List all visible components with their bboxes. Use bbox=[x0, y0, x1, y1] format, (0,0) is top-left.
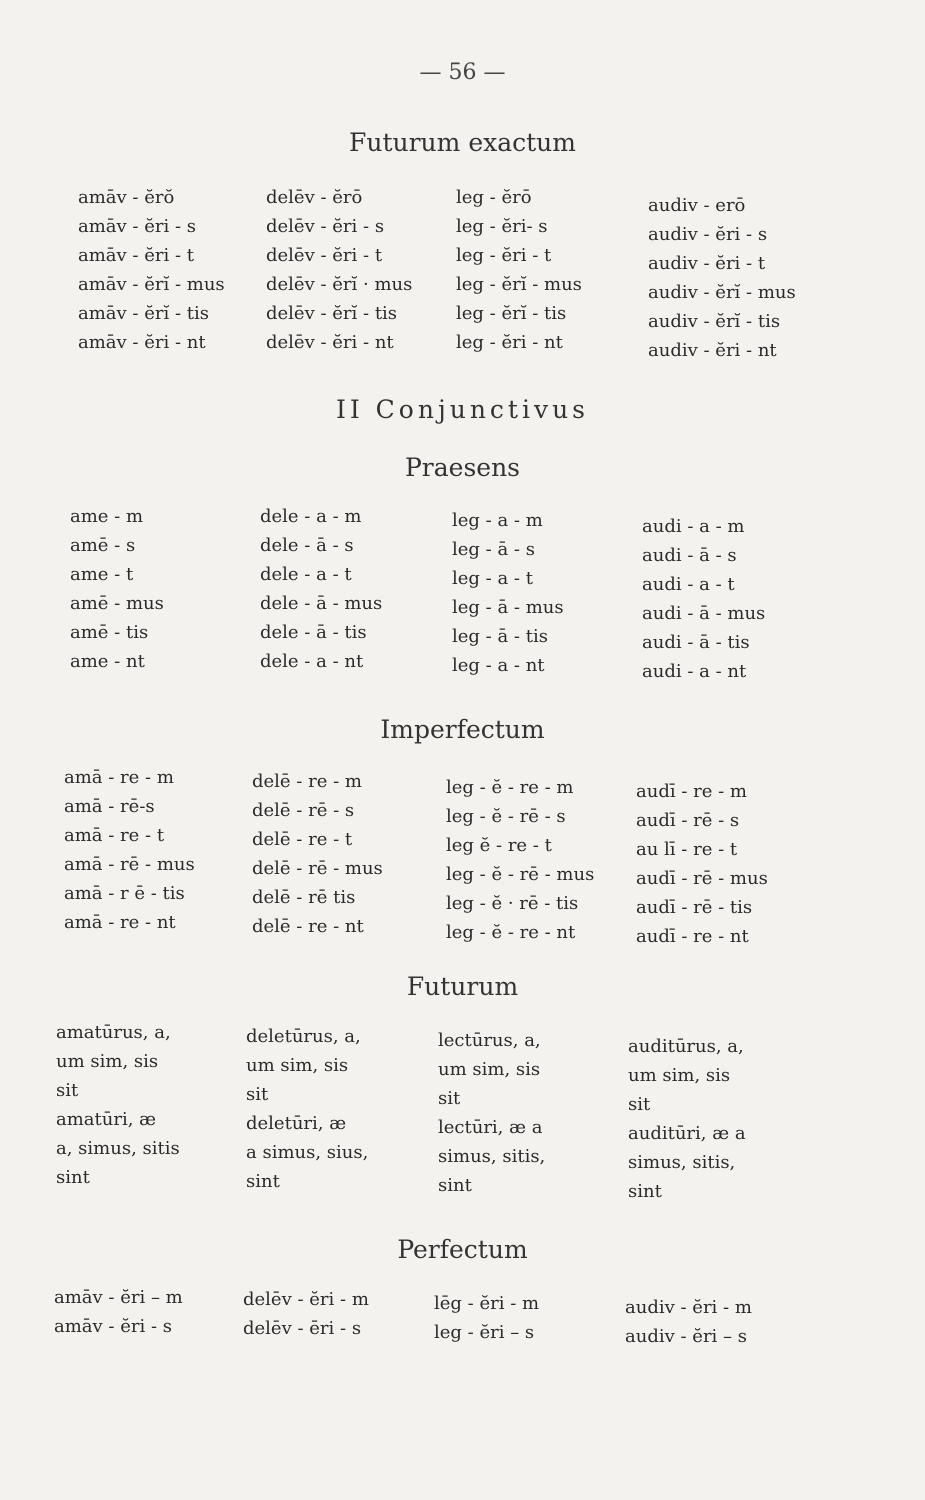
form-cell: amā - re - nt bbox=[64, 912, 176, 933]
form-cell: amā - rē - mus bbox=[64, 854, 195, 875]
form-cell: sit bbox=[628, 1094, 651, 1115]
form-cell: audī - rē - mus bbox=[636, 868, 768, 889]
conjugation-column-1 bbox=[64, 763, 195, 937]
conjugation-column-4 bbox=[642, 512, 765, 686]
form-cell: dele - ā - tis bbox=[260, 622, 367, 643]
form-cell: auditūri, æ a bbox=[628, 1123, 746, 1144]
form-cell: dele - a - nt bbox=[260, 651, 364, 672]
form-cell: sint bbox=[246, 1171, 280, 1192]
form-cell: audiv - ĕrĭ - mus bbox=[648, 282, 796, 303]
form-cell: sint bbox=[56, 1167, 90, 1188]
form-cell: audi - a - m bbox=[642, 516, 745, 537]
form-cell: audī - re - nt bbox=[636, 926, 749, 947]
form-cell: amāv - ĕrĭ - tis bbox=[78, 303, 209, 324]
form-cell: delēv - ĕri - m bbox=[243, 1289, 369, 1310]
form-cell: audiv - ĕri - s bbox=[648, 224, 768, 245]
form-cell: amāv - ĕrŏ bbox=[78, 187, 175, 208]
conjugation-column-1 bbox=[70, 502, 164, 676]
form-cell: amā - r ē - tis bbox=[64, 883, 185, 904]
form-cell: leg - ĕri- s bbox=[456, 216, 548, 237]
form-cell: leg - ĕrō bbox=[456, 187, 532, 208]
form-cell: leg - ĕ - rē - s bbox=[446, 806, 566, 827]
section-title-perfectum: Perfectum bbox=[397, 1235, 528, 1264]
form-cell: amāv - ĕri - t bbox=[78, 245, 194, 266]
form-cell: audi - a - t bbox=[642, 574, 735, 595]
form-cell: leg - ā - s bbox=[452, 539, 535, 560]
form-cell: delēv - ĕrĭ - tis bbox=[266, 303, 398, 324]
form-cell: amatūrus, a, bbox=[56, 1022, 171, 1043]
form-cell: amē - mus bbox=[70, 593, 164, 614]
form-cell: sint bbox=[628, 1181, 662, 1202]
form-cell: amā - re - t bbox=[64, 825, 165, 846]
form-cell: ame - m bbox=[70, 506, 144, 527]
form-cell: leg - ā - tis bbox=[452, 626, 548, 647]
form-cell: deletūri, æ bbox=[246, 1113, 347, 1134]
form-cell: amāv - ĕri - nt bbox=[78, 332, 206, 353]
form-cell: auditūrus, a, bbox=[628, 1036, 744, 1057]
form-cell: um sim, sis bbox=[628, 1065, 731, 1086]
form-cell: audī - re - m bbox=[636, 781, 747, 802]
form-cell: delē - re - m bbox=[252, 771, 362, 792]
form-cell: amāv - ĕrĭ - mus bbox=[78, 274, 225, 295]
form-cell: leg - ĕri - t bbox=[456, 245, 552, 266]
form-cell: delēv - ĕrō bbox=[266, 187, 363, 208]
form-cell: lectūrus, a, bbox=[438, 1030, 541, 1051]
form-cell: delē - rē tis bbox=[252, 887, 356, 908]
section-title-imperfectum: Imperfectum bbox=[380, 715, 545, 744]
form-cell: um sim, sis bbox=[438, 1059, 541, 1080]
form-cell: a, simus, sitis bbox=[56, 1138, 180, 1159]
form-cell: audiv - ĕri - t bbox=[648, 253, 766, 274]
conjugation-column-3 bbox=[446, 773, 594, 947]
form-cell: sit bbox=[56, 1080, 79, 1101]
conjugation-column-4 bbox=[625, 1293, 752, 1351]
form-cell: amā - rē-s bbox=[64, 796, 155, 817]
form-cell: amāv - ĕri – m bbox=[54, 1287, 183, 1308]
form-cell: sit bbox=[438, 1088, 461, 1109]
form-cell: dele - ā - mus bbox=[260, 593, 383, 614]
form-cell: leg - ĕrĭ - mus bbox=[456, 274, 582, 295]
form-cell: audi - ā - mus bbox=[642, 603, 766, 624]
conjugation-column-4 bbox=[636, 777, 768, 951]
form-cell: um sim, sis bbox=[246, 1055, 349, 1076]
form-cell: audi - ā - s bbox=[642, 545, 737, 566]
form-cell: deletūrus, a, bbox=[246, 1026, 361, 1047]
form-cell: simus, sitis, bbox=[438, 1146, 546, 1167]
form-cell: lēg - ĕri - m bbox=[434, 1293, 540, 1314]
form-cell: audī - rē - s bbox=[636, 810, 740, 831]
form-cell: amē - s bbox=[70, 535, 136, 556]
conjugation-column-1 bbox=[78, 183, 225, 357]
form-cell: delēv - ĕri - s bbox=[266, 216, 385, 237]
form-cell: leg - a - m bbox=[452, 510, 543, 531]
form-cell: audiv - ĕri - nt bbox=[648, 340, 777, 361]
form-cell: audiv - ĕrĭ - tis bbox=[648, 311, 781, 332]
conjugation-column-2 bbox=[266, 183, 412, 357]
form-cell: sit bbox=[246, 1084, 269, 1105]
form-cell: amatūri, æ bbox=[56, 1109, 157, 1130]
section-title-futurum-exactum: Futurum exactum bbox=[349, 128, 576, 157]
conjugation-column-3 bbox=[452, 506, 564, 680]
conjugation-column-2 bbox=[260, 502, 382, 676]
form-cell: lectūri, æ a bbox=[438, 1117, 543, 1138]
form-cell: delē - re - t bbox=[252, 829, 353, 850]
conjugation-column-1 bbox=[56, 1018, 180, 1192]
form-cell: au lī - re - t bbox=[636, 839, 738, 860]
form-cell: leg - ā - mus bbox=[452, 597, 564, 618]
form-cell: delēv - ĕri - nt bbox=[266, 332, 394, 353]
form-cell: leg - ĕri - nt bbox=[456, 332, 563, 353]
form-cell: audiv - erō bbox=[648, 195, 746, 216]
form-cell: ame - t bbox=[70, 564, 134, 585]
form-cell: sint bbox=[438, 1175, 472, 1196]
form-cell: a simus, sius, bbox=[246, 1142, 369, 1163]
conjugation-column-3 bbox=[438, 1026, 545, 1200]
form-cell: amā - re - m bbox=[64, 767, 174, 788]
form-cell: leg - ĕ - rē - mus bbox=[446, 864, 595, 885]
form-cell: audi - a - nt bbox=[642, 661, 747, 682]
form-cell: amē - tis bbox=[70, 622, 149, 643]
conjugation-column-2 bbox=[246, 1022, 368, 1196]
form-cell: audiv - ĕri - m bbox=[625, 1297, 752, 1318]
conjugation-column-2 bbox=[243, 1285, 369, 1343]
section-title-praesens: Praesens bbox=[404, 453, 521, 482]
form-cell: audi - ā - tis bbox=[642, 632, 750, 653]
form-cell: leg - ĕrĭ - tis bbox=[456, 303, 567, 324]
conjugation-column-2 bbox=[252, 767, 383, 941]
form-cell: audiv - ĕri – s bbox=[625, 1326, 747, 1347]
form-cell: delēv - ĕrĭ · mus bbox=[266, 274, 413, 295]
form-cell: leg - ĕ - re - m bbox=[446, 777, 574, 798]
form-cell: delēv - ēri - s bbox=[243, 1318, 362, 1339]
form-cell: leg - ĕ - re - nt bbox=[446, 922, 576, 943]
form-cell: leg - a - nt bbox=[452, 655, 545, 676]
form-cell: ame - nt bbox=[70, 651, 145, 672]
form-cell: audī - rē - tis bbox=[636, 897, 753, 918]
form-cell: dele - a - m bbox=[260, 506, 362, 527]
form-cell: amāv - ĕri - s bbox=[78, 216, 197, 237]
conjugation-column-1 bbox=[54, 1283, 183, 1341]
conjugation-column-4 bbox=[628, 1032, 746, 1206]
form-cell: delē - rē - mus bbox=[252, 858, 383, 879]
form-cell: leg ĕ - re - t bbox=[446, 835, 552, 856]
form-cell: um sim, sis bbox=[56, 1051, 159, 1072]
conjugation-column-3 bbox=[456, 183, 582, 357]
form-cell: dele - ā - s bbox=[260, 535, 354, 556]
conjugation-column-4 bbox=[648, 191, 796, 365]
form-cell: leg - a - t bbox=[452, 568, 533, 589]
form-cell: delē - re - nt bbox=[252, 916, 364, 937]
conjugation-column-3 bbox=[434, 1289, 539, 1347]
form-cell: delē - rē - s bbox=[252, 800, 355, 821]
form-cell: amāv - ĕri - s bbox=[54, 1316, 173, 1337]
page-number: — 56 — bbox=[419, 60, 506, 85]
form-cell: leg - ĕ · rē - tis bbox=[446, 893, 579, 914]
form-cell: simus, sitis, bbox=[628, 1152, 736, 1173]
form-cell: delēv - ĕri - t bbox=[266, 245, 383, 266]
form-cell: dele - a - t bbox=[260, 564, 352, 585]
section-title-futurum: Futurum bbox=[406, 972, 519, 1001]
form-cell: leg - ĕri – s bbox=[434, 1322, 535, 1343]
section-title-conjunctivus: II Conjunctivus bbox=[335, 395, 590, 424]
